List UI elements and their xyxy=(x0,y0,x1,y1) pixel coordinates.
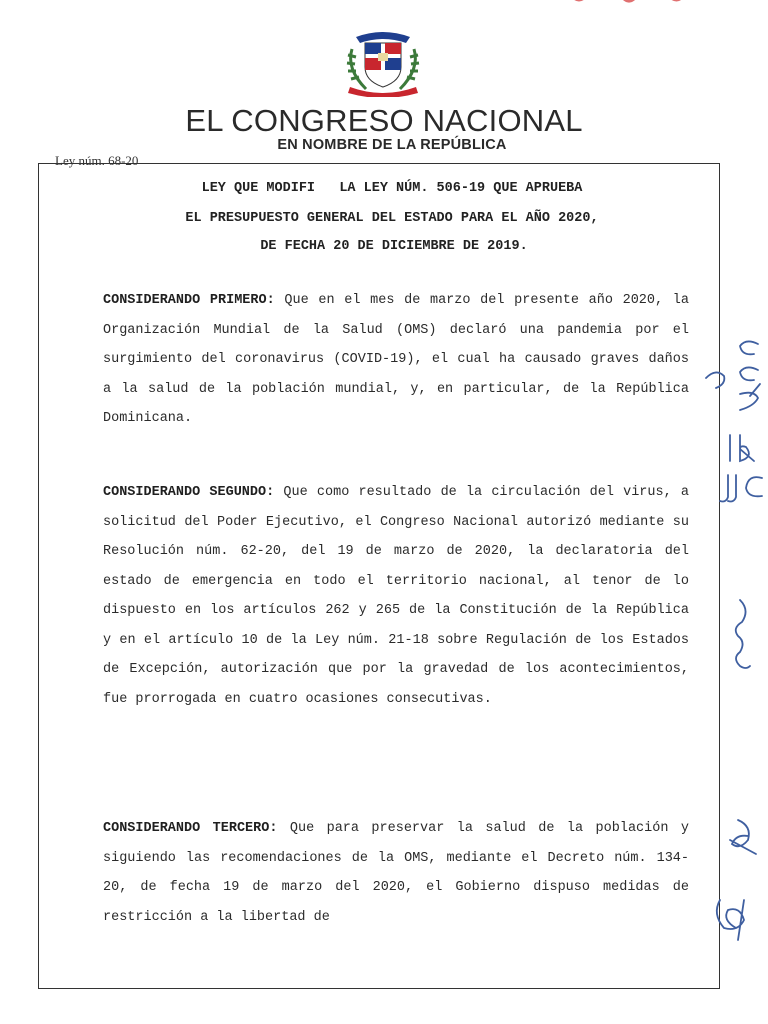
coat-of-arms-icon xyxy=(338,25,428,97)
considerando-primero xyxy=(103,286,689,434)
page-title: EL CONGRESO NACIONAL xyxy=(185,103,583,138)
law-title-line-3: DE FECHA 20 DE DICIEMBRE DE 2019. xyxy=(260,239,528,254)
handwritten-initials xyxy=(700,300,768,980)
paragraph-text: Que para preservar la salud de la población y siguiendo las recomendaciones de la OMS, mediante el Decreto núm. 134-20, de fecha 19 de marzo del 2020, el Gobierno dispuso medidas de restricción a la libertad de xyxy=(103,821,689,925)
paragraph-label: CONSIDERANDO TERCERO: xyxy=(103,821,278,836)
considerando-tercero xyxy=(103,814,689,932)
law-title-line-1: LEY QUE MODIFI LA LEY NÚM. 506-19 QUE APRUEBA xyxy=(201,181,583,196)
paragraph-label: CONSIDERANDO PRIMERO: xyxy=(103,293,275,308)
law-number: Ley núm. 68-20 xyxy=(55,153,139,168)
law-title-line-2: EL PRESUPUESTO GENERAL DEL ESTADO PARA EL AÑO 2020, xyxy=(185,211,599,226)
page-subtitle: EN NOMBRE DE LA REPÚBLICA xyxy=(277,137,507,153)
red-mark-top xyxy=(565,0,695,8)
considerando-segundo xyxy=(103,478,689,714)
paragraph-text: Que como resultado de la circulación del virus, a solicitud del Poder Ejecutivo, el Congreso Nacional autorizó mediante su Resolución núm. 62-20, del 19 de marzo de 2020, la declaratoria del estado de emergencia en todo el territorio nacional, al tenor de lo dispuesto en los artículos 262 y 265 de la Constitución de la República y en el artículo 10 de la Ley núm. 21-18 sobre Regulación de los Estados de Excepción, autorización que por la gravedad de los acontecimientos, fue prorrogada en cuatro ocasiones consecutivas. xyxy=(103,485,689,707)
paragraph-label: CONSIDERANDO SEGUNDO: xyxy=(103,485,275,500)
paragraph-text: Que en el mes de marzo del presente año 2020, la Organización Mundial de la Salud (OMS) declaró una pandemia por el surgimiento del coronavirus (COVID-19), el cual ha causado graves daños a la salud de la población mundial, y, en particular, de la República Dominicana. xyxy=(103,293,689,426)
